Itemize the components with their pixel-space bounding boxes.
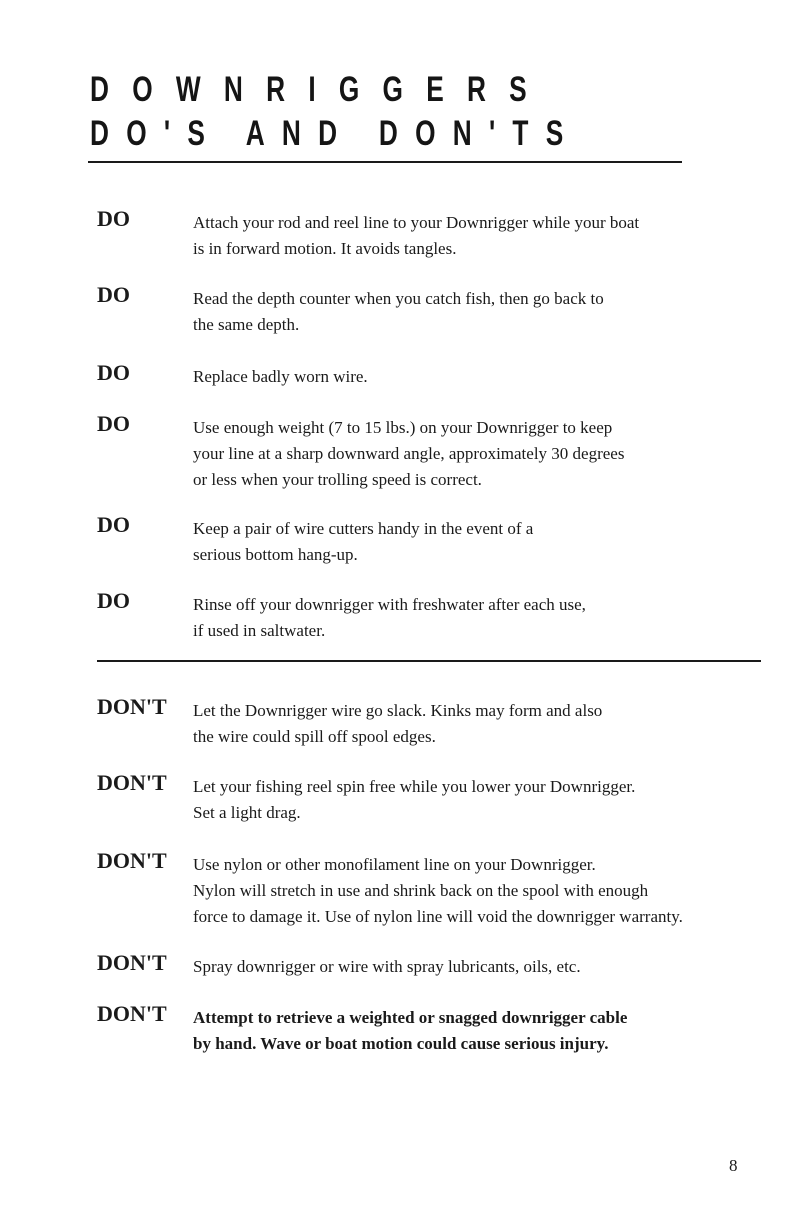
page-subtitle: DO'S AND DON'TS <box>90 114 581 153</box>
page-number: 8 <box>729 1156 738 1175</box>
dont-label: DON'T <box>97 950 167 975</box>
section-divider <box>97 660 761 662</box>
do-text: Keep a pair of wire cutters handy in the event of a serious bottom hang-up. <box>193 519 534 564</box>
do-text: Read the depth counter when you catch fish, then go back to the same depth. <box>193 289 604 334</box>
dont-warning-text: Attempt to retrieve a weighted or snagged downrigger cable by hand. Wave or boat motion could cause serious injury. <box>193 1008 628 1053</box>
do-label: DO <box>97 512 130 537</box>
dont-label: DON'T <box>97 770 167 795</box>
dont-label: DON'T <box>97 1001 167 1026</box>
page-title: DOWNRIGGERS <box>90 70 550 109</box>
do-text: Rinse off your downrigger with freshwater after each use, if used in saltwater. <box>193 595 586 640</box>
do-label: DO <box>97 206 130 231</box>
do-text: Replace badly worn wire. <box>193 367 368 386</box>
dont-text: Let your fishing reel spin free while you lower your Downrigger. Set a light drag. <box>193 777 636 822</box>
do-label: DO <box>97 588 130 613</box>
do-label: DO <box>97 282 130 307</box>
dont-text: Let the Downrigger wire go slack. Kinks may form and also the wire could spill off spool edges. <box>193 701 603 746</box>
dont-label: DON'T <box>97 694 167 719</box>
do-label: DO <box>97 411 130 436</box>
do-label: DO <box>97 360 130 385</box>
do-text: Attach your rod and reel line to your Downrigger while your boat is in forward motion. It avoids tangles. <box>193 213 640 258</box>
title-divider <box>88 161 682 163</box>
do-text: Use enough weight (7 to 15 lbs.) on your Downrigger to keep your line at a sharp downward angle, approximately 30 degrees or less when your trolling speed is correct. <box>193 418 625 489</box>
dont-label: DON'T <box>97 848 167 873</box>
dont-text: Spray downrigger or wire with spray lubricants, oils, etc. <box>193 957 581 976</box>
dont-text: Use nylon or other monofilament line on your Downrigger. Nylon will stretch in use and shrink back on the spool with enough force to damage it. Use of nylon line will void the downrigger warranty. <box>193 855 683 926</box>
